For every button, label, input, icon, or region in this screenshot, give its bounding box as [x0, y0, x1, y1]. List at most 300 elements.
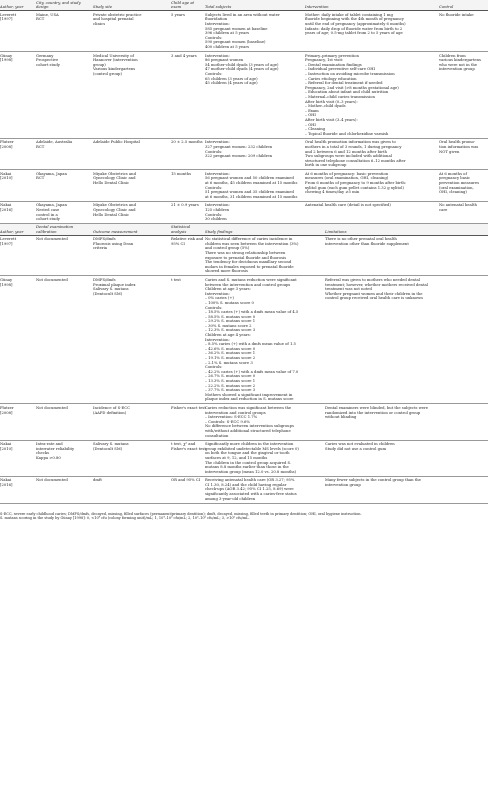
cell-line: 322 pregnant women: 209 children: [205, 154, 273, 159]
cell-line: – 36.2% S. mutans score 1: [205, 351, 256, 356]
cell-line: – Referral for dental treatment if needed: [305, 81, 383, 86]
cell-line: 400 children at 5 years: [205, 45, 250, 50]
cell-line: surfaces at 9, 12, and 15 months: [205, 455, 268, 460]
cell-line: Caries was not evaluated in children: [325, 442, 395, 447]
cell-line: 95% CI: [171, 241, 185, 246]
cell-line: From 6 months of pregnancy to 9 months after birth:: [305, 181, 407, 186]
cell-line: showed more fluorosis: [205, 269, 248, 274]
th-intervention: Intervention: [305, 0, 439, 11]
cell-author: [0, 138, 36, 170]
cell-intervention: [305, 52, 439, 139]
cell-line: – Cleaning: [305, 127, 326, 132]
cell-line: – 42.2% caries (+) with a dmfs mean value of 7.0: [205, 369, 299, 374]
cell-limitations: [325, 440, 488, 476]
cell-line: Gynecology Clinic and: [93, 176, 136, 181]
cell-line: t test, χ² and: [171, 442, 196, 447]
cell-intervention: [305, 170, 439, 202]
cell-line: 30 children: [205, 217, 227, 222]
cell-line: checks: [36, 451, 50, 456]
cell-line: Salivary S. mutans: [93, 287, 129, 292]
cell-line: – 13.3% S. mutans score 1: [205, 379, 256, 383]
cell-line: Mother: daily intake of tablet containing 1 mg: [305, 12, 393, 17]
cell-line: Controls:: [205, 212, 223, 217]
cell-line: Oral health promotion information was given to: [305, 140, 396, 145]
cell-outcome: [93, 276, 171, 404]
cell-author: [0, 404, 36, 440]
cell-line: fluoridation: [205, 17, 228, 22]
cell-line: Dental examiners were blinded, but the subjects were: [325, 405, 429, 410]
cell-line: Germany: [36, 53, 54, 58]
cell-site: [93, 201, 171, 223]
cell-line: t test: [171, 277, 181, 282]
cell-line: mutans 8.8 months earlier than those in the: [205, 465, 289, 470]
cell-line: OR and 95% CI: [171, 478, 201, 483]
cell-line: Maine, USA: [36, 12, 59, 17]
cell-line: Children from: [439, 53, 466, 58]
cell-line: At 6 months of pregnancy: basic prevention: [305, 171, 389, 176]
cell-stats: [171, 235, 205, 276]
footnote-line: S-ECC, severe early childhood caries; DMFS/dmfs, decayed, missing, filled surfaces (permanent/primary dentition); dmft, decayed, missing, filled teeth in primary dentition; OHI, oral hygiene instruction.: [0, 511, 362, 516]
cell-findings: [205, 440, 325, 476]
cell-line: – 29.2% S. mutans score 1: [205, 319, 256, 324]
cell-line: Salivary S. mutans: [93, 442, 129, 447]
cell-line: check-ups (AOR 3.42; 95% CI 1.25, 8.69) were: [205, 487, 294, 492]
cell-line: 3 and 4 years: [171, 53, 197, 58]
cell-line: Proximal plaque index: [93, 282, 136, 287]
cell-line: Hannover (intervention: [93, 58, 138, 63]
cell-line: fluoride beginning with the 4th month of pregnancy: [305, 17, 404, 22]
cell-line: – 0% caries (+): [205, 296, 234, 301]
cell-line: measures (oral examination, OHI, cleaning): [305, 176, 389, 181]
cell-line: Mothers showed a significant improvement in: [205, 392, 293, 397]
cell-city: [36, 52, 93, 139]
table-footnote: [0, 512, 488, 521]
cell-line: RCT: [36, 17, 45, 22]
cell-line: DMFS/dmfs: [93, 237, 116, 242]
cell-line: years of age; 0.5-mg tablet from 2 to 5 years of age: [305, 31, 403, 36]
cell-calibration: [36, 476, 93, 503]
cell-author: [0, 235, 36, 276]
cell-line: 327 pregnant women: 232 children: [205, 144, 273, 149]
cell-findings: [205, 404, 325, 440]
cell-line: DMFS/dmfs: [93, 277, 116, 282]
cell-line: At 6 months of: [439, 171, 467, 176]
cell-age: [171, 138, 205, 170]
cell-line: (control group): [93, 72, 122, 76]
th2-author-year: Author, year: [0, 224, 36, 235]
cell-line: cohort study: [36, 62, 60, 67]
cell-line: control in a: [36, 212, 58, 217]
cell-line: Children at age 3 years:: [205, 287, 251, 292]
cell-line: – 30% S. mutans score 2: [205, 323, 252, 328]
cell-line: 86 pregnant women: [205, 58, 244, 63]
cell-age: [171, 52, 205, 139]
cell-findings: [205, 276, 325, 404]
cell-site: [93, 170, 171, 202]
cell-line: Significantly more children in the intervention: [205, 442, 294, 447]
cell-author: [0, 201, 36, 223]
cell-line: Intervention:: [205, 291, 230, 296]
cell-line: 47 mother-child dyads (4 years of age): [205, 67, 279, 72]
cell-line: (Dentocult SM): [93, 446, 123, 451]
cell-line: [1997]: [0, 241, 13, 246]
cell-line: (Dentocult SM): [93, 291, 123, 296]
cell-line: Intervention:: [205, 337, 230, 342]
cell-line: group): [93, 62, 106, 67]
table-row: [0, 138, 488, 170]
cell-line: 54 mother-child dyads (3 years of age): [205, 62, 279, 67]
cell-line: control group received oral health care is unknown: [325, 296, 423, 301]
cell-line: – 18.5% caries (+) with a dmfs mean value of 4.5: [205, 310, 299, 315]
cell-line: Controls:: [205, 305, 223, 310]
cell-control: [439, 201, 488, 223]
cell-line: mothers in a total of 3 rounds, 1 during pregnancy: [305, 144, 402, 149]
cell-line: 45 children (4 years of age): [205, 81, 258, 86]
cell-line: Receiving antenatal health care (OR 3.27; 95%: [205, 478, 295, 483]
cell-line: Caries reduction was significant between the: [205, 405, 292, 410]
cell-line: There is no other prenatal oral health: [325, 237, 397, 242]
cell-line: randomized into the intervention or control group: [325, 410, 421, 415]
cell-line: 21 ± 0.9 years: [171, 203, 199, 208]
table-row: [0, 276, 488, 404]
cell-stats: [171, 476, 205, 503]
cell-line: and hospital prenatal: [93, 17, 134, 22]
cell-line: structured telephone consultation 6–12 months after: [305, 158, 406, 163]
cell-line: 65 children (3 years of age): [205, 76, 258, 81]
cell-line: Infants: daily drop of fluoride water from birth to 2: [305, 26, 403, 31]
cell-line: [2016]: [0, 482, 13, 487]
table2-header-row: [0, 224, 488, 235]
cell-line: without blinding: [325, 415, 357, 420]
cell-line: 590 pregnant women (baseline): [205, 40, 266, 45]
cell-line: exposure to prenatal fluoride and fluorosis: [205, 255, 287, 260]
cell-line: Fisher's exact test: [171, 446, 206, 451]
cell-line: – 100% S. mutans score 0: [205, 300, 254, 305]
cell-findings: [205, 235, 325, 276]
cell-line: Private obstetric practice: [93, 12, 142, 17]
cell-stats: [171, 404, 205, 440]
cell-line: – OHI: [305, 122, 316, 127]
cell-line: Hello Dental Clinic: [93, 212, 130, 217]
cell-line: Intervention:: [205, 171, 230, 176]
cell-line: – 58.5% S. mutans score 0: [205, 314, 256, 319]
cell-line: Medical University of: [93, 53, 134, 58]
cell-line: – 12.3% S. mutans score 3: [205, 328, 256, 333]
cell-line: Controls:: [205, 72, 223, 76]
cell-line: Controls:: [205, 185, 223, 190]
cell-line: No antenatal health: [439, 203, 477, 208]
cell-line: Adelaide, Australia: [36, 140, 73, 145]
cell-line: Whether pregnant women and their children in the: [325, 291, 423, 296]
cell-line: intervention group: [439, 67, 475, 72]
cell-line: group exhibited undetectable MS levels (score 0): [205, 446, 299, 451]
cell-line: intervention group (mean 12.0 vs. 20.8 months): [205, 469, 297, 474]
cell-line: on both the tongue and the gingival or tooth: [205, 451, 290, 456]
cell-subjects: [205, 201, 305, 223]
cell-author: [0, 52, 36, 139]
cell-line: Günay: [0, 277, 13, 282]
cell-line: Intervention:: [205, 203, 230, 208]
cell-calibration: [36, 404, 93, 440]
cell-line: [2010]: [0, 446, 13, 451]
cell-stats: [171, 276, 205, 404]
cell-line: Fluorosis using Dean: [93, 241, 134, 246]
cell-line: with/without additional structured telephone: [205, 428, 291, 433]
cell-line: – Dental examination findings: [305, 62, 362, 67]
cell-city: [36, 201, 93, 223]
cell-city: [36, 11, 93, 52]
cell-findings: [205, 476, 325, 503]
cell-line: No fluoride intake: [439, 12, 474, 17]
cell-line: Nakai: [0, 171, 12, 176]
cell-line: Not documented: [36, 237, 68, 242]
cell-line: – Instruction on avoiding microbe transmission: [305, 72, 395, 76]
cell-line: Caries and S. mutans reduction were significant: [205, 277, 297, 282]
cell-line: [2008]: [0, 144, 13, 149]
cell-line: Miyake Obstetrics and: [93, 203, 136, 208]
cell-intervention: [305, 138, 439, 170]
cell-line: intervention other than fluoride supplement: [325, 241, 409, 246]
cell-line: Okayama, Japan: [36, 171, 67, 176]
cell-line: Primary–primary prevention: [305, 53, 359, 58]
th-control: Control: [439, 0, 488, 11]
cell-intervention: [305, 201, 439, 223]
cell-outcome: [93, 404, 171, 440]
cell-line: Controls:: [205, 365, 223, 370]
cell-line: (oral examination,: [439, 185, 474, 190]
cell-line: Pregnancy, 1st visit:: [305, 58, 344, 63]
cell-line: No difference between intervention subgroups: [205, 424, 294, 429]
cell-line: and 2 between 6 and 12 months after birth: [305, 149, 387, 154]
table-row: [0, 11, 488, 52]
cell-line: Intervention:: [205, 22, 230, 27]
cell-line: 396 children at 5 years: [205, 31, 250, 36]
cell-limitations: [325, 235, 488, 276]
cell-age: [171, 201, 205, 223]
cell-line: cohort study: [36, 217, 60, 222]
cell-line: After birth visit (0–3 years):: [305, 99, 358, 104]
cell-line: Hello Dental Clinic: [93, 181, 130, 186]
cell-line: The children in the control group acquired S.: [205, 460, 292, 465]
cell-line: – 19.1% S. mutans score 2: [205, 356, 256, 361]
cell-limitations: [325, 276, 488, 404]
cell-line: The tendency for deciduous maxillary second: [205, 260, 292, 265]
cell-line: [2016]: [0, 208, 13, 213]
cell-line: Pregnancy, 2nd visit (>8 months gestational age): [305, 85, 399, 90]
cell-line: 125 children: [205, 208, 230, 213]
cell-line: [1998]: [0, 282, 13, 287]
cell-line: 15 months: [171, 171, 192, 176]
cell-line: children was seen between the intervention (3%): [205, 241, 299, 246]
cell-line: – 26.7% S. mutans score 0: [205, 374, 256, 379]
th-total-subjects: Total subjects: [205, 0, 305, 11]
cell-line: RCT: [36, 176, 45, 181]
cell-line: No statistical difference of caries incidence in: [205, 237, 293, 242]
cell-line: consultation: [205, 433, 229, 438]
table-row: [0, 52, 488, 139]
cell-line: Okayama, Japan: [36, 203, 67, 208]
cell-line: Study did not use a control gum: [325, 446, 387, 451]
cell-line: Not documented: [36, 405, 68, 410]
table-row: [0, 404, 488, 440]
cell-line: – Individual preventive self-care OHI: [305, 67, 375, 72]
cell-line: [2008]: [0, 410, 13, 415]
table-row: [0, 201, 488, 223]
cell-line: – Controls: S-ECC 9.6%: [205, 419, 250, 424]
cell-line: Referral was given to mothers who needed dental: [325, 277, 420, 282]
cell-line: – Mother–child dyads: [305, 104, 346, 109]
cell-line: birth in one subgroup: [305, 163, 347, 168]
cell-author: [0, 476, 36, 503]
cell-line: (AAPD definition): [93, 410, 127, 415]
cell-line: – Education about infant and child nutrition: [305, 90, 389, 95]
cell-line: Various kindergartens: [93, 67, 136, 72]
cell-line: OHI, cleaning): [439, 190, 467, 195]
cell-line: Günay: [0, 53, 13, 58]
cell-line: chewing 4 times/day ≥5 min: [305, 190, 360, 195]
cell-outcome: [93, 235, 171, 276]
cell-line: RCT: [36, 144, 45, 149]
cell-line: Miyake Obstetrics and: [93, 171, 136, 176]
cell-line: NOT given: [439, 149, 460, 154]
cell-site: [93, 138, 171, 170]
cell-line: clinics: [93, 22, 106, 27]
cell-line: pregnancy basic: [439, 176, 471, 181]
cell-line: Kappa >0.80: [36, 455, 61, 460]
cell-site: [93, 11, 171, 52]
cell-line: Two subgroups were included with additional: [305, 154, 392, 159]
cell-line: Nakai: [0, 442, 12, 447]
th-child-age: Child age at exam: [171, 0, 205, 11]
cell-calibration: [36, 276, 93, 404]
cell-line: [1998]: [0, 58, 13, 63]
cell-line: 51 pregnant women and 35 children examined: [205, 190, 294, 195]
cell-line: Incidence of S-ECC: [93, 405, 131, 410]
cell-line: 5 years: [171, 12, 185, 17]
table-row: [0, 440, 488, 476]
cell-line: – 37.7% S. mutans score 3: [205, 388, 256, 393]
cell-line: plaque index and reduction in S. mutans score: [205, 397, 294, 402]
cell-line: until the end of pregnancy (approximately 6 months): [305, 22, 406, 27]
cell-site: [93, 52, 171, 139]
cell-subjects: [205, 11, 305, 52]
cell-line: Relative risk and: [171, 237, 204, 242]
cell-line: between the intervention and control groups: [205, 282, 291, 287]
cell-line: Intervention:: [205, 140, 230, 145]
cell-line: treatment was not noted: [325, 287, 372, 292]
cell-line: tion information was: [439, 144, 479, 149]
cell-line: Adelaide Public Hospital: [93, 140, 140, 145]
cell-subjects: [205, 52, 305, 139]
cell-subjects: [205, 138, 305, 170]
cell-line: Not documented: [36, 277, 68, 282]
cell-subjects: [205, 170, 305, 202]
cell-line: Intervention:: [205, 53, 230, 58]
cell-line: 20 ± 2.5 months: [171, 140, 203, 145]
cell-line: treatment; however, whether mothers received dental: [325, 282, 428, 287]
th-author-year: Author, year: [0, 0, 36, 11]
cell-line: – Maternal–child caries transmission: [305, 94, 375, 99]
cell-line: intervention and control groups: [205, 410, 266, 415]
cell-line: Leverett: [0, 12, 17, 17]
cell-line: Leverett: [0, 237, 17, 242]
cell-line: Gynecology Clinic and: [93, 208, 136, 213]
cell-line: – 8.5% caries (+) with a dmfs mean value of 1.5: [205, 342, 296, 347]
cell-line: – Intervention: S-ECC 1.7%: [205, 415, 258, 420]
cell-line: dmft: [93, 478, 102, 483]
cell-author: [0, 11, 36, 52]
cell-line: prevention measures: [439, 181, 480, 186]
cell-line: Children at age 4 years:: [205, 333, 251, 338]
footnote-line: S. mutans scoring in the study by Günay [1998]: 0, <10⁴ cfu (colony forming unit)/mL; 1, 10⁴–10⁵ cfu/mL; 2, 10⁵–10⁶ cfu/mL; 3, >10⁶ cfu/mL.: [0, 516, 250, 521]
cell-control: [439, 52, 488, 139]
cell-calibration: [36, 235, 93, 276]
cell-limitations: [325, 404, 488, 440]
cell-author: [0, 170, 36, 202]
cell-line: criteria: [93, 246, 108, 251]
cell-outcome: [93, 440, 171, 476]
cell-line: – Caries etiology education: [305, 76, 357, 81]
cell-intervention: [305, 11, 439, 52]
cell-line: – OHI: [305, 113, 316, 118]
cell-line: [1997]: [0, 17, 13, 22]
cell-line: Nakai: [0, 203, 12, 208]
cell-line: Oral health promo-: [439, 140, 476, 145]
cell-line: who were not in the: [439, 62, 478, 67]
table-row: [0, 235, 488, 276]
cell-line: Nested case: [36, 208, 60, 213]
table1-header-row: [0, 0, 488, 11]
cell-line: at 6 months, 31 children examined at 15 months: [205, 194, 298, 199]
cell-age: [171, 170, 205, 202]
cell-author: [0, 440, 36, 476]
cell-line: care: [439, 208, 448, 213]
cell-line: significantly associated with a caries-free status: [205, 492, 297, 497]
th2-outcome: Outcome measurement: [93, 224, 171, 235]
cell-line: Not documented: [36, 478, 68, 483]
cell-line: intervention group: [325, 482, 361, 487]
cell-line: – Exam: [305, 108, 319, 113]
cell-line: – 42.6% S. mutans score 0: [205, 346, 256, 351]
cell-line: CI 1.30, 8.24) and the child having regular: [205, 482, 287, 487]
study-characteristics-table: [0, 0, 488, 224]
th2-calibration: Dental examination calibration: [36, 224, 93, 235]
cell-line: Fisher's exact test: [171, 405, 206, 410]
cell-age: [171, 11, 205, 52]
cell-line: 585 pregnant women at baseline: [205, 26, 268, 31]
cell-control: [439, 11, 488, 52]
cell-line: Prospective: [36, 58, 59, 63]
cell-line: [2010]: [0, 176, 13, 181]
cell-calibration: [36, 440, 93, 476]
cell-city: [36, 138, 93, 170]
table-row: [0, 476, 488, 503]
cell-city: [36, 170, 93, 202]
th2-findings: Study findings: [205, 224, 325, 235]
cell-line: Plutzer: [0, 140, 14, 145]
cell-line: After birth visit (3–4 years):: [305, 117, 358, 122]
cell-line: – 22.2% S. mutans score 2: [205, 383, 256, 388]
th2-statistics: Statistical analysis: [171, 224, 205, 235]
th2-limitations: Limitations: [325, 224, 488, 235]
study-outcomes-table: [0, 224, 488, 503]
cell-line: Controls:: [205, 35, 223, 40]
cell-line: molars in females exposed to prenatal fluoride: [205, 264, 294, 269]
cell-line: interrater reliability: [36, 446, 75, 451]
cell-line: and control group (5%): [205, 246, 250, 251]
th-study-site: Study site: [93, 0, 171, 11]
cell-limitations: [325, 476, 488, 503]
